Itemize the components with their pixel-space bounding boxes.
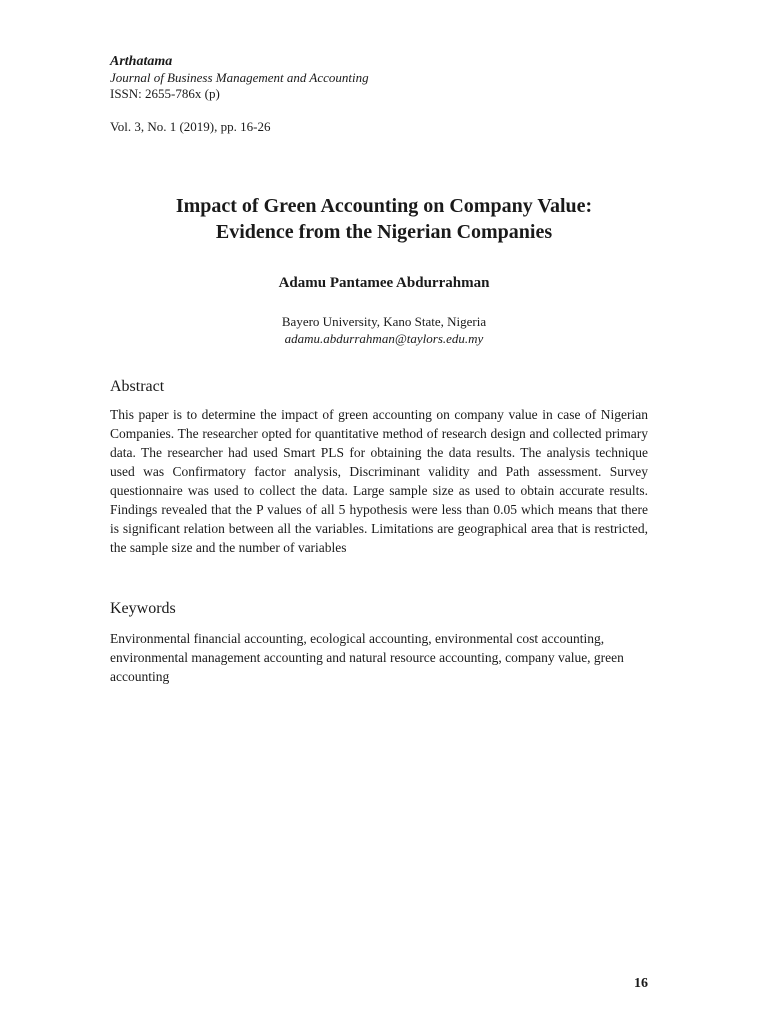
article-title-line: Evidence from the Nigerian Companies xyxy=(215,221,553,243)
journal-name: Arthatama xyxy=(110,54,173,69)
author-name: Adamu Pantamee Abdurrahman xyxy=(278,275,490,291)
keywords-heading: Keywords xyxy=(110,600,176,617)
author-affiliation: Bayero University, Kano State, Nigeria xyxy=(281,314,487,329)
article-title-line: Impact of Green Accounting on Company Value: xyxy=(175,195,593,217)
abstract-heading: Abstract xyxy=(110,378,165,395)
keywords-text: Environmental financial accounting, ecological accounting, environmental cost accounting, environmental management accounting and natural resource accounting, company value, green accounting xyxy=(110,631,624,684)
journal-header xyxy=(110,53,670,102)
author-email: adamu.abdurrahman@taylors.edu.my xyxy=(284,331,484,346)
journal-volume: Vol. 3, No. 1 (2019), pp. 16-26 xyxy=(110,119,271,134)
journal-issn: ISSN: 2655-786x (p) xyxy=(110,86,220,101)
article-title xyxy=(84,193,684,245)
abstract-text: This paper is to determine the impact of green accounting on company value in case of Nigerian Companies. The researcher opted for quantitative method of research design and collected primary data. The researcher had used Smart PLS for obtaining the data results. The analysis technique used was Confirmatory factor analysis, Discriminant validity and Path assessment. Survey questionnaire was used to collect the data. Large sample size as used to obtain accurate results. Findings revealed that the P values of all 5 hypothesis were less than 0.05 which means that there is significant relation between all the variables. Limitations are geographical area that is restricted, the sample size and the number of variables xyxy=(110,407,648,555)
page-number: 16 xyxy=(634,976,648,991)
journal-subtitle: Journal of Business Management and Accounting xyxy=(110,70,369,85)
author-affiliation-block xyxy=(84,313,684,347)
